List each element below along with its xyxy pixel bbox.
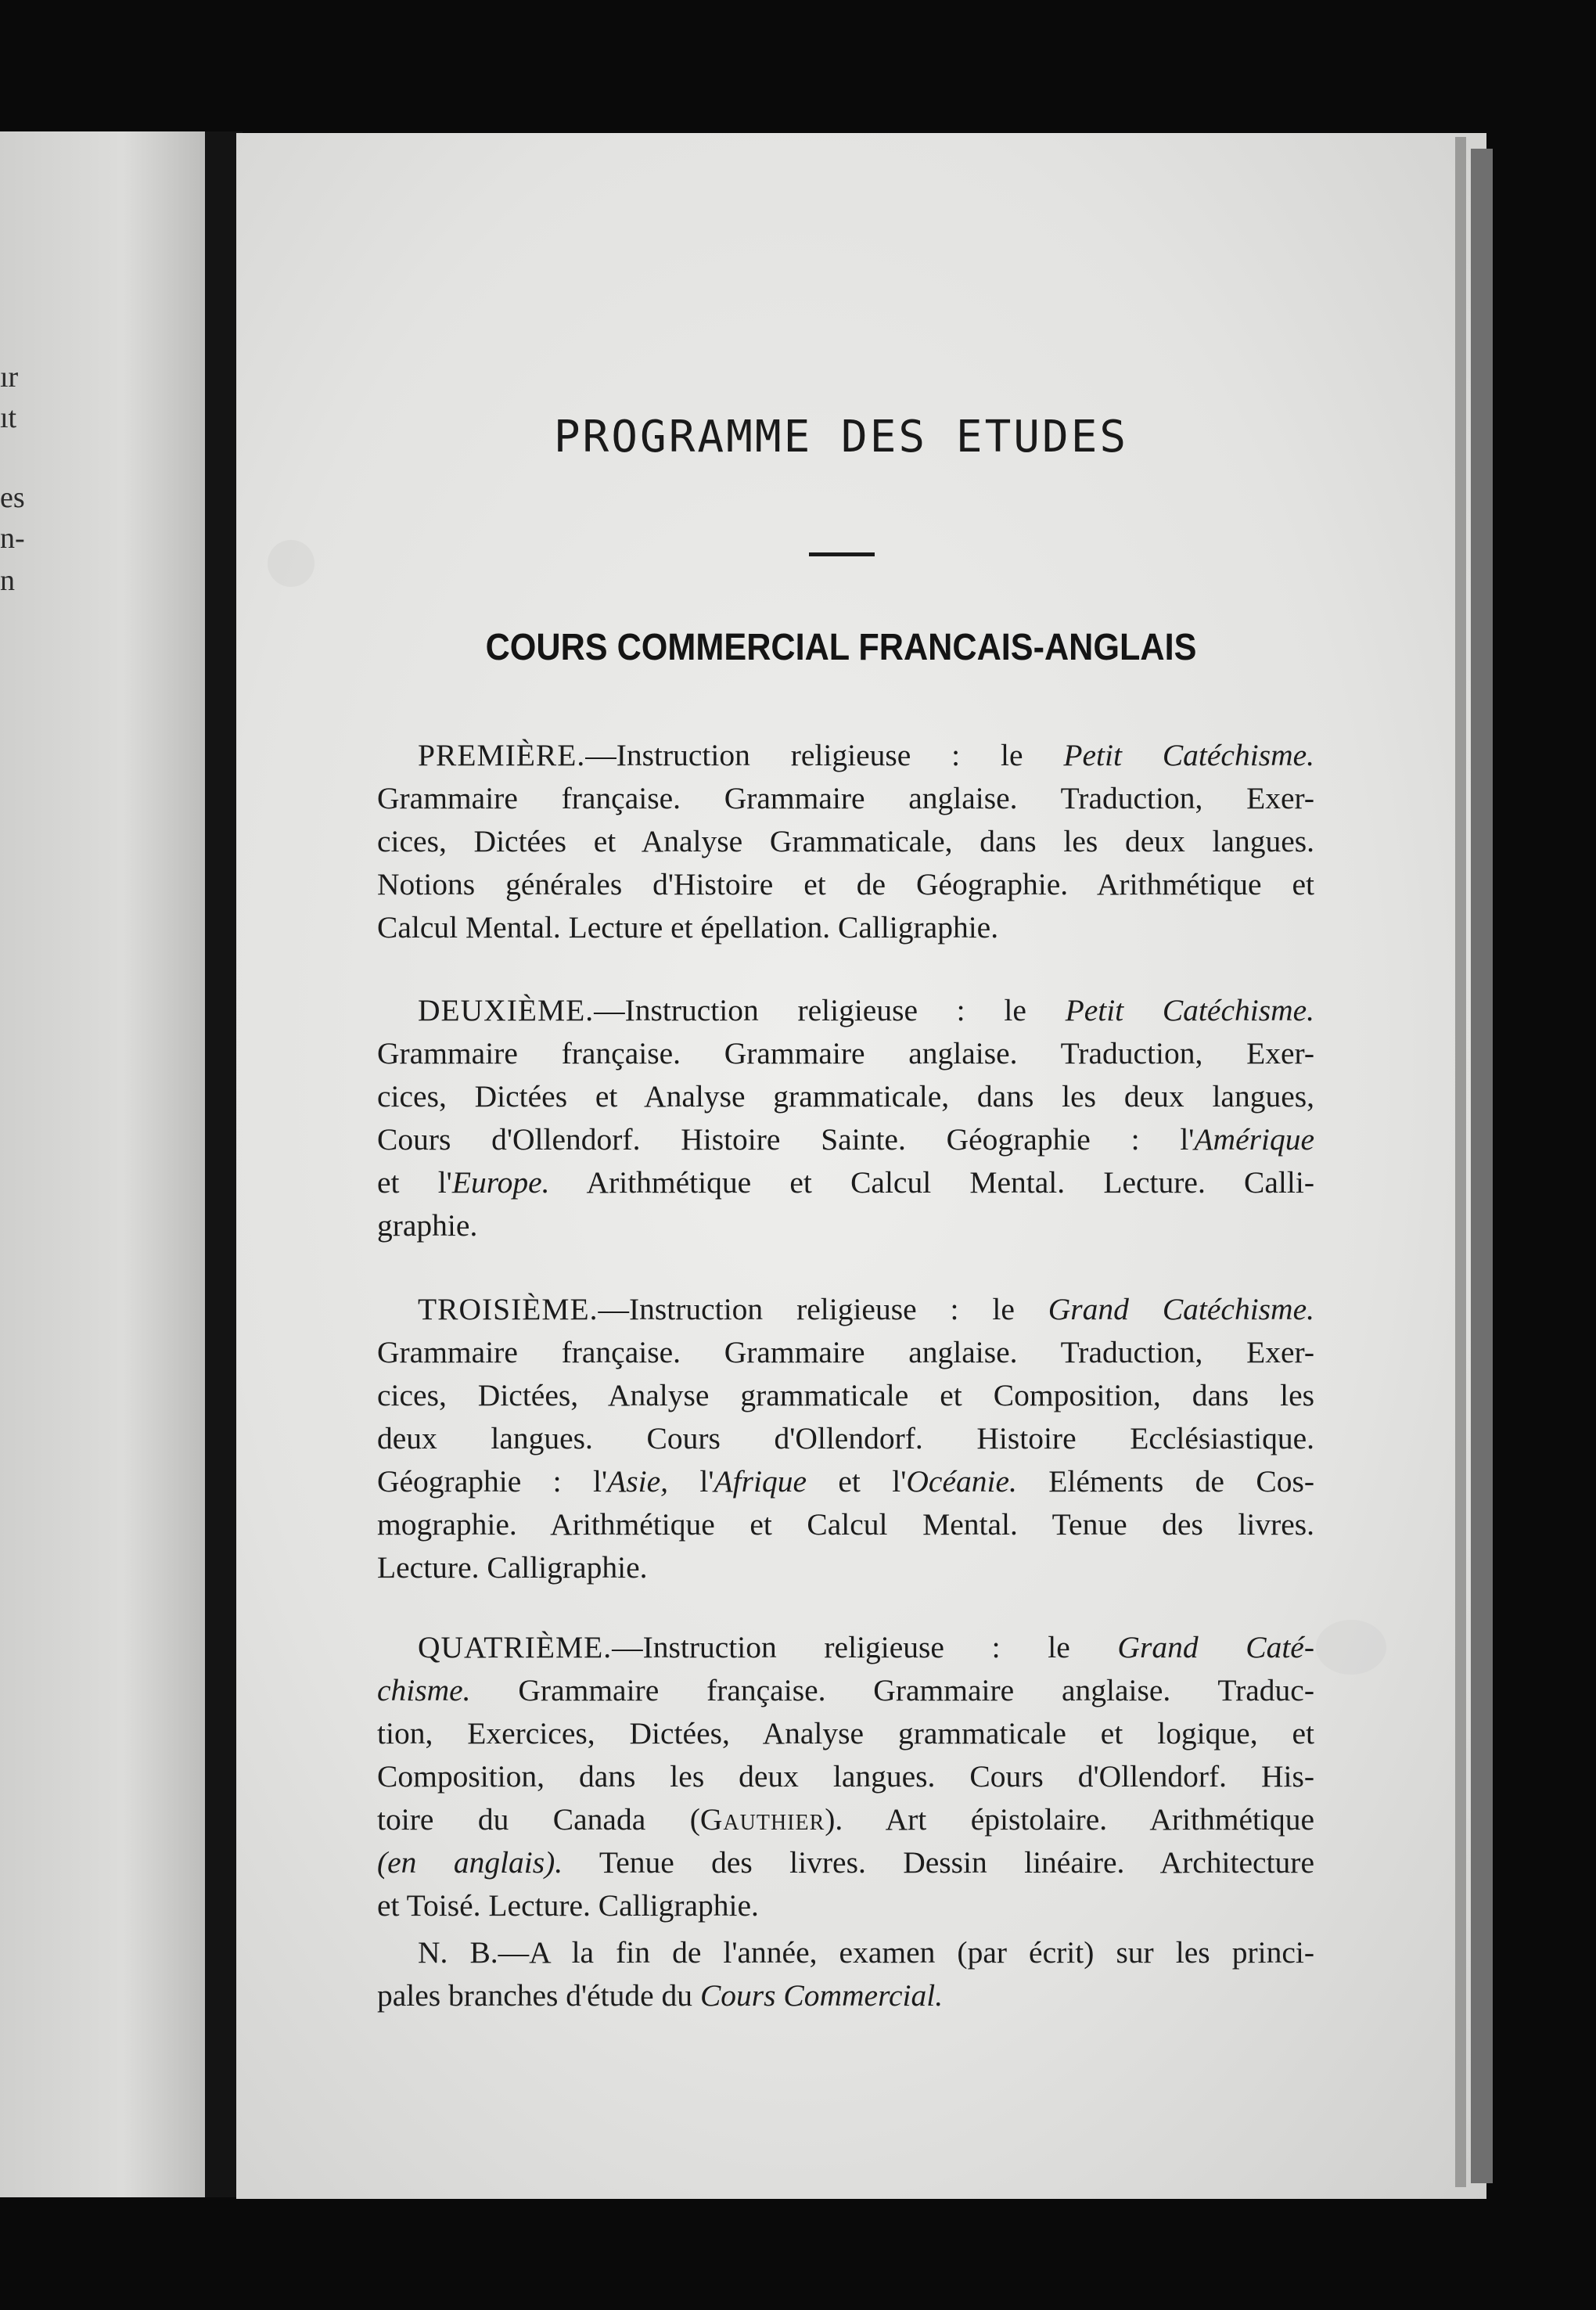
text-run: —Instruction religieuse : le xyxy=(612,1630,1118,1664)
section-heading: TROISIÈME. xyxy=(418,1292,598,1326)
left-page-fragment: es xyxy=(0,481,25,514)
text-line: cices, Dictées et Analyse grammaticale, dans les deux langues, xyxy=(377,1079,1314,1114)
text-line: Notions générales d'Histoire et de Géographie. Arithmétique et xyxy=(377,867,1314,901)
text-run: —Instruction religieuse : le xyxy=(594,993,1066,1027)
text-run: —Instruction religieuse : le xyxy=(585,738,1064,772)
italic-run: (en anglais). xyxy=(377,1845,563,1880)
section-heading: PREMIÈRE. xyxy=(418,738,586,772)
text-line xyxy=(377,1288,1314,1331)
text-line: deux langues. Cours d'Ollendorf. Histoire Ecclésiastique. xyxy=(377,1421,1314,1455)
text-line: Grammaire française. Grammaire anglaise. Traduction, Exer- xyxy=(377,1335,1314,1369)
italic-run: Petit Catéchisme. xyxy=(1065,993,1314,1027)
section-heading: DEUXIÈME. xyxy=(418,993,595,1027)
text-line: Grammaire française. Grammaire anglaise. Traduction, Exer- xyxy=(377,781,1314,815)
text-run: Eléments de Cos- xyxy=(1016,1464,1314,1499)
italic-run: Grand Caté- xyxy=(1117,1630,1314,1664)
text-line: et Toisé. Lecture. Calligraphie. xyxy=(377,1888,759,1923)
text-run: pales branches d'étude du xyxy=(377,1978,700,2013)
page-subtitle: COURS COMMERCIAL FRANCAIS-ANGLAIS xyxy=(485,627,1197,668)
text-line: mographie. Arithmétique et Calcul Mental. Tenue des livres. xyxy=(377,1507,1314,1542)
left-page-edge xyxy=(0,131,205,2197)
section-troisieme xyxy=(377,1288,1314,1589)
left-page-fragment: n- xyxy=(0,522,25,555)
text-run: toire du Canada ( xyxy=(377,1802,700,1837)
page-edge xyxy=(1455,137,1466,2187)
section-heading: QUATRIÈME. xyxy=(418,1630,613,1664)
italic-run: Grand Catéchisme. xyxy=(1048,1292,1314,1326)
italic-run: Amérique xyxy=(1194,1122,1314,1157)
text-line xyxy=(377,1974,1314,2017)
text-line: Grammaire française. Grammaire anglaise. Traduction, Exer- xyxy=(377,1036,1314,1070)
text-run: ). Art épistolaire. Arithmétique xyxy=(825,1802,1314,1837)
italic-run: Océanie. xyxy=(906,1464,1017,1499)
text-line: N. B.—A la fin de l'année, examen (par écrit) sur les princi- xyxy=(418,1935,1314,1970)
italic-run: Europe. xyxy=(451,1165,550,1200)
italic-run: Cours Commercial. xyxy=(699,1978,944,2013)
note-nb xyxy=(377,1931,1314,2017)
text-line xyxy=(377,1460,1314,1503)
text-line: Calcul Mental. Lecture et épellation. Calligraphie. xyxy=(377,910,999,945)
text-run: l' xyxy=(668,1464,714,1499)
text-line: Lecture. Calligraphie. xyxy=(377,1550,648,1585)
text-run: Tenue des livres. Dessin linéaire. Architecture xyxy=(563,1845,1314,1880)
text-line xyxy=(377,734,1314,777)
text-line xyxy=(377,1161,1314,1204)
paper-stain xyxy=(268,540,315,587)
text-line xyxy=(377,1798,1314,1841)
text-run: —Instruction religieuse : le xyxy=(598,1292,1048,1326)
italic-run: Asie, xyxy=(607,1464,669,1499)
text-line xyxy=(377,989,1314,1032)
left-page-fragment: ır xyxy=(0,361,19,394)
text-line: cices, Dictées et Analyse Grammaticale, dans les deux langues. xyxy=(377,824,1314,858)
section-quatrieme xyxy=(377,1626,1314,1927)
paper-stain xyxy=(1316,1620,1386,1675)
page-title: PROGRAMME DES ETUDES xyxy=(553,412,1129,462)
text-run: Cours d'Ollendorf. Histoire Sainte. Géographie : l' xyxy=(377,1122,1195,1157)
text-line xyxy=(377,1626,1314,1669)
left-page-fragment: n xyxy=(0,564,15,597)
section-premiere xyxy=(377,734,1314,949)
title-divider xyxy=(809,552,875,556)
text-run: Grammaire française. Grammaire anglaise. Traduc- xyxy=(470,1673,1314,1707)
text-line: cices, Dictées, Analyse grammaticale et Composition, dans les xyxy=(377,1378,1314,1412)
text-run: et l' xyxy=(807,1464,907,1499)
text-line: tion, Exercices, Dictées, Analyse grammaticale et logique, et xyxy=(377,1716,1314,1750)
italic-run: chisme. xyxy=(377,1673,471,1707)
section-deuxieme xyxy=(377,989,1314,1247)
page-edge-shadow xyxy=(1471,149,1493,2183)
text-line: Composition, dans les deux langues. Cours d'Ollendorf. His- xyxy=(377,1759,1314,1794)
italic-run: Afrique xyxy=(714,1464,807,1499)
text-line: graphie. xyxy=(377,1208,478,1243)
left-page-fragment: ıt xyxy=(0,401,17,434)
text-run: Arithmétique et Calcul Mental. Lecture. Calli- xyxy=(549,1165,1314,1200)
author-name: Gauthier xyxy=(699,1802,825,1837)
text-line xyxy=(377,1841,1314,1884)
text-run: et l' xyxy=(377,1165,452,1200)
italic-run: Petit Catéchisme. xyxy=(1063,738,1314,772)
text-run: Géographie : l' xyxy=(377,1464,608,1499)
text-line xyxy=(377,1118,1314,1161)
text-line xyxy=(377,1669,1314,1712)
